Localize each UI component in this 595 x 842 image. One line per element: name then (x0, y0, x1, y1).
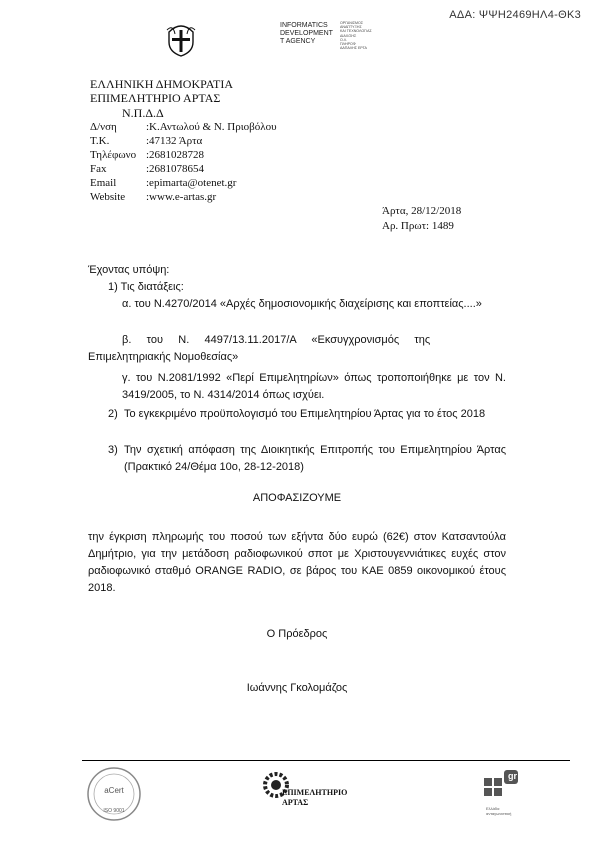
contact-value: :Κ.Αντωλού & Ν. Πριοβόλου (146, 121, 277, 133)
idika-subline: ΑΑΠΑΛΗΣ ΕΡΓΑ (340, 46, 367, 51)
contact-row (90, 177, 236, 189)
item-2-number: 2) (108, 408, 118, 420)
decide-heading: ΑΠΟΦΑΣΙΖΟΥΜΕ (252, 492, 342, 504)
considering-heading: Έχοντας υπόψη: (88, 264, 170, 276)
item-1: 1) Τις διατάξεις: (108, 281, 184, 293)
idika-subline: Ο.Λ. (340, 37, 348, 42)
contact-value: :47132 Άρτα (146, 135, 203, 147)
idika-logo (280, 22, 333, 46)
contact-value: :2681028728 (146, 149, 205, 161)
dept-heading: Ν.Π.Δ.Δ (122, 106, 164, 120)
contact-label: Τηλέφωνο (90, 149, 137, 161)
item-b-line1: β. του Ν. 4497/13.11.2017/Α «Εκσυγχρονισμός της (122, 334, 431, 346)
item-3: Την σχετική απόφαση της Διοικητικής Επιτροπής του Επιμελητηρίου Άρτας (Πρακτικό 24/Θέμα 10ο, 28-12-2018) (124, 444, 506, 473)
idika-line: INFORMATICS (280, 22, 328, 29)
date-line: Άρτα, 28/12/2018 (382, 205, 462, 217)
idika-sublines (340, 21, 372, 50)
chamber-logo (260, 768, 348, 807)
contact-label: Email (90, 177, 117, 189)
idika-subline: ΚΑΙ ΤΕΧΝΟΛΟΓΙΑΣ (340, 29, 372, 34)
idika-subline: ΔΙΑΧ/ΣΗΣ (340, 33, 357, 38)
greek-emblem-icon (165, 22, 197, 58)
protocol-number: Αρ. Πρωτ: 1489 (382, 220, 454, 232)
contact-row (90, 121, 277, 133)
contact-row (90, 163, 204, 175)
contact-row (90, 149, 204, 161)
item-3-number: 3) (108, 444, 118, 456)
idika-line: T AGENCY (280, 38, 316, 45)
item-g: γ. του Ν.2081/1992 «Περί Επιμελητηρίων» όπως τροποποιήθηκε με τον Ν. 3419/2005, το Ν. 4314/2014 όπως ισχύει. (122, 372, 506, 401)
contact-label: Fax (90, 163, 107, 175)
idika-line: DEVELOPMENT (280, 30, 333, 37)
acert-label: aCert (104, 786, 124, 795)
idika-subline: ΟΡΓΑΝΙΣΜΟΣ (340, 21, 364, 25)
contact-label: Τ.Κ. (90, 135, 110, 147)
contact-value: :2681078654 (146, 163, 205, 175)
contact-row (90, 135, 202, 147)
chamber-heading: ΕΠΙΜΕΛΗΤΗΡΙΟ ΑΡΤΑΣ (90, 91, 221, 105)
contact-value: :epimarta@otenet.gr (146, 177, 237, 189)
president-title: Ο Πρόεδρος (266, 628, 328, 640)
republic-heading: ΕΛΛΗΝΙΚΗ ΔΗΜΟΚΡΑΤΙΑ (90, 77, 234, 91)
contact-label: Website (90, 191, 126, 203)
gr-label: gr (508, 771, 517, 781)
acert-seal (86, 766, 142, 822)
gr-text: Ελλάδα ανταγωνιστική (486, 806, 512, 816)
greece-competitive-badge (482, 770, 522, 816)
chamber-logo-text: ΕΠΙΜΕΛΗΤΗΡΙΟ ΑΡΤΑΣ (282, 788, 348, 807)
item-a: α. του Ν.4270/2014 «Αρχές δημοσιονομικής διαχείρισης και εποπτείας....» (122, 298, 482, 310)
contact-label: Δ/νση (90, 121, 117, 133)
idika-subline: ΑΝΑΠΤΥΞΗΣ (340, 25, 362, 30)
contact-value: :www.e-artas.gr (146, 191, 217, 203)
decision-text: την έγκριση πληρωμής του ποσού των εξήντα δύο ευρώ (62€) στον Κατσαντούλα Δημήτριο, για την μετάδοση ραδιοφωνικού σποτ με Χριστουγεννιάτικες ευχές στον ραδιοφωνικό σταθμό ORANGE RADIO, σε βάρος του ΚΑΕ 0859 οικονομικού έτους 2018. (88, 531, 506, 594)
footer-rule (82, 760, 570, 761)
ada-code: ΑΔΑ: ΨΨΗ2469ΗΛ4-ΘΚ3 (449, 9, 581, 21)
contact-row (90, 191, 216, 203)
iso-label: ISO 9001 (103, 808, 125, 814)
idika-subline: ΠΛΗΡΟΦ (340, 42, 356, 47)
item-2: Το εγκεκριμένο προϋπολογισμό του Επιμελητηρίου Άρτας για το έτος 2018 (124, 408, 486, 420)
item-b-line2: Επιμελητηριακής Νομοθεσίας» (88, 351, 239, 363)
president-name: Ιωάννης Γκολομάζος (246, 682, 348, 694)
